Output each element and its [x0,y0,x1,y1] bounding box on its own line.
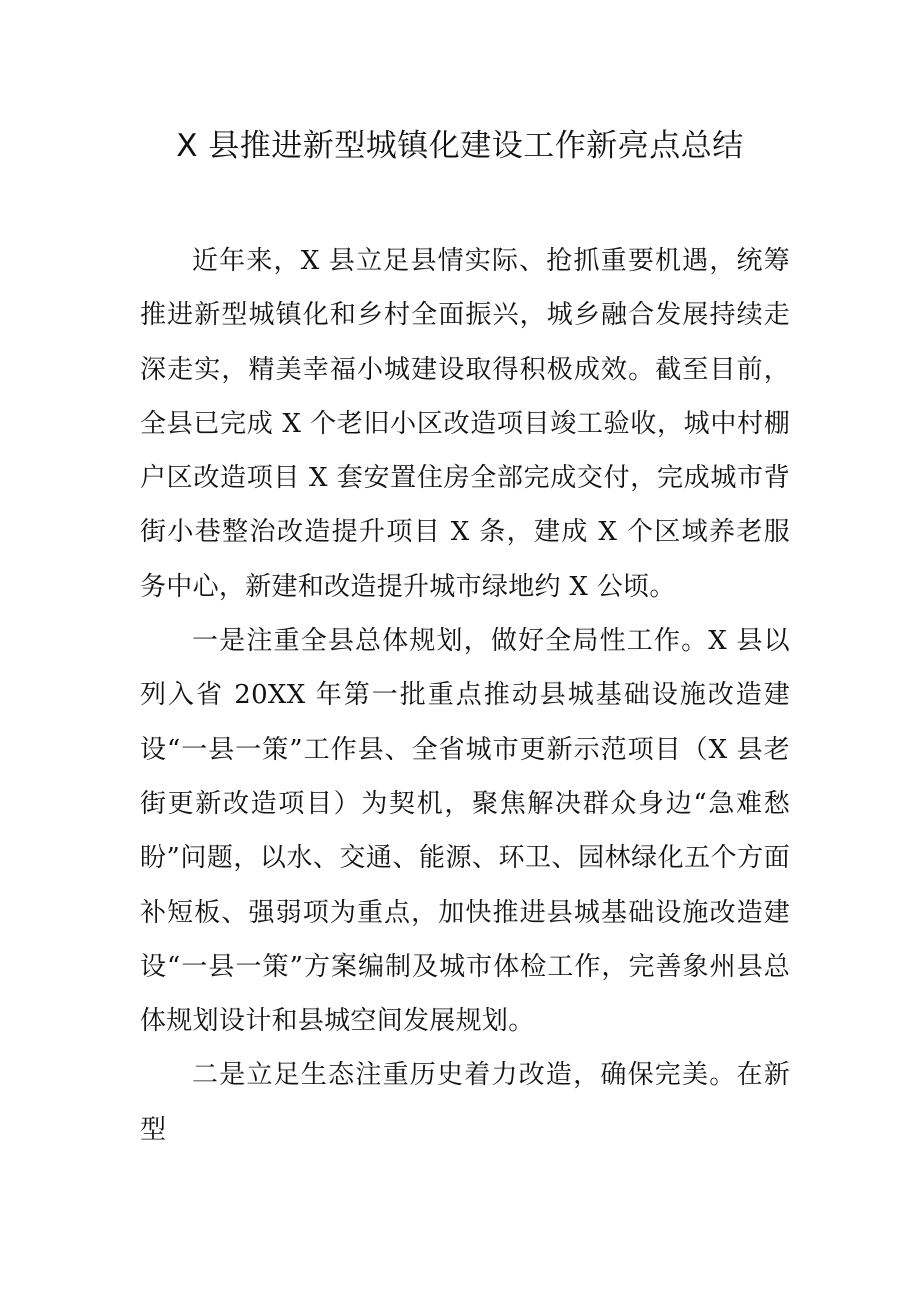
paragraph-point-one: 一是注重全县总体规划，做好全局性工作。X 县以列入省 20XX 年第一批重点推动县城基础设施改造建设“一县一策”工作县、全省城市更新示范项目（X 县老街更新改造项目）为契机，聚焦解决群众身边“急难愁盼”问题，以水、交通、能源、环卫、园林绿化五个方面补短板、强弱项为重点，加快推进县城基础设施改造建设“一县一策”方案编制及城市体检工作，完善象州县总体规划设计和县城空间发展规划。 [140,626,790,1037]
paragraph-intro: 近年来，X 县立足县情实际、抢抓重要机遇，统筹推进新型城镇化和乡村全面振兴，城乡融合发展持续走深走实，精美幸福小城建设取得积极成效。截至目前，全县已完成 X 个老旧小区改造项目竣工验收，城中村棚户区改造项目 X 套安置住房全部完成交付，完成城市背街小巷整治改造提升项目 X 条，建成 X 个区域养老服务中心，新建和改造提升城市绿地约 X 公顷。 [140,246,790,602]
paragraph-point-two: 二是立足生态注重历史着力改造，确保完美。在新型 [140,1060,790,1145]
document-title: X 县推进新型城镇化建设工作新亮点总结 [176,128,744,164]
document-body [140,234,790,1157]
